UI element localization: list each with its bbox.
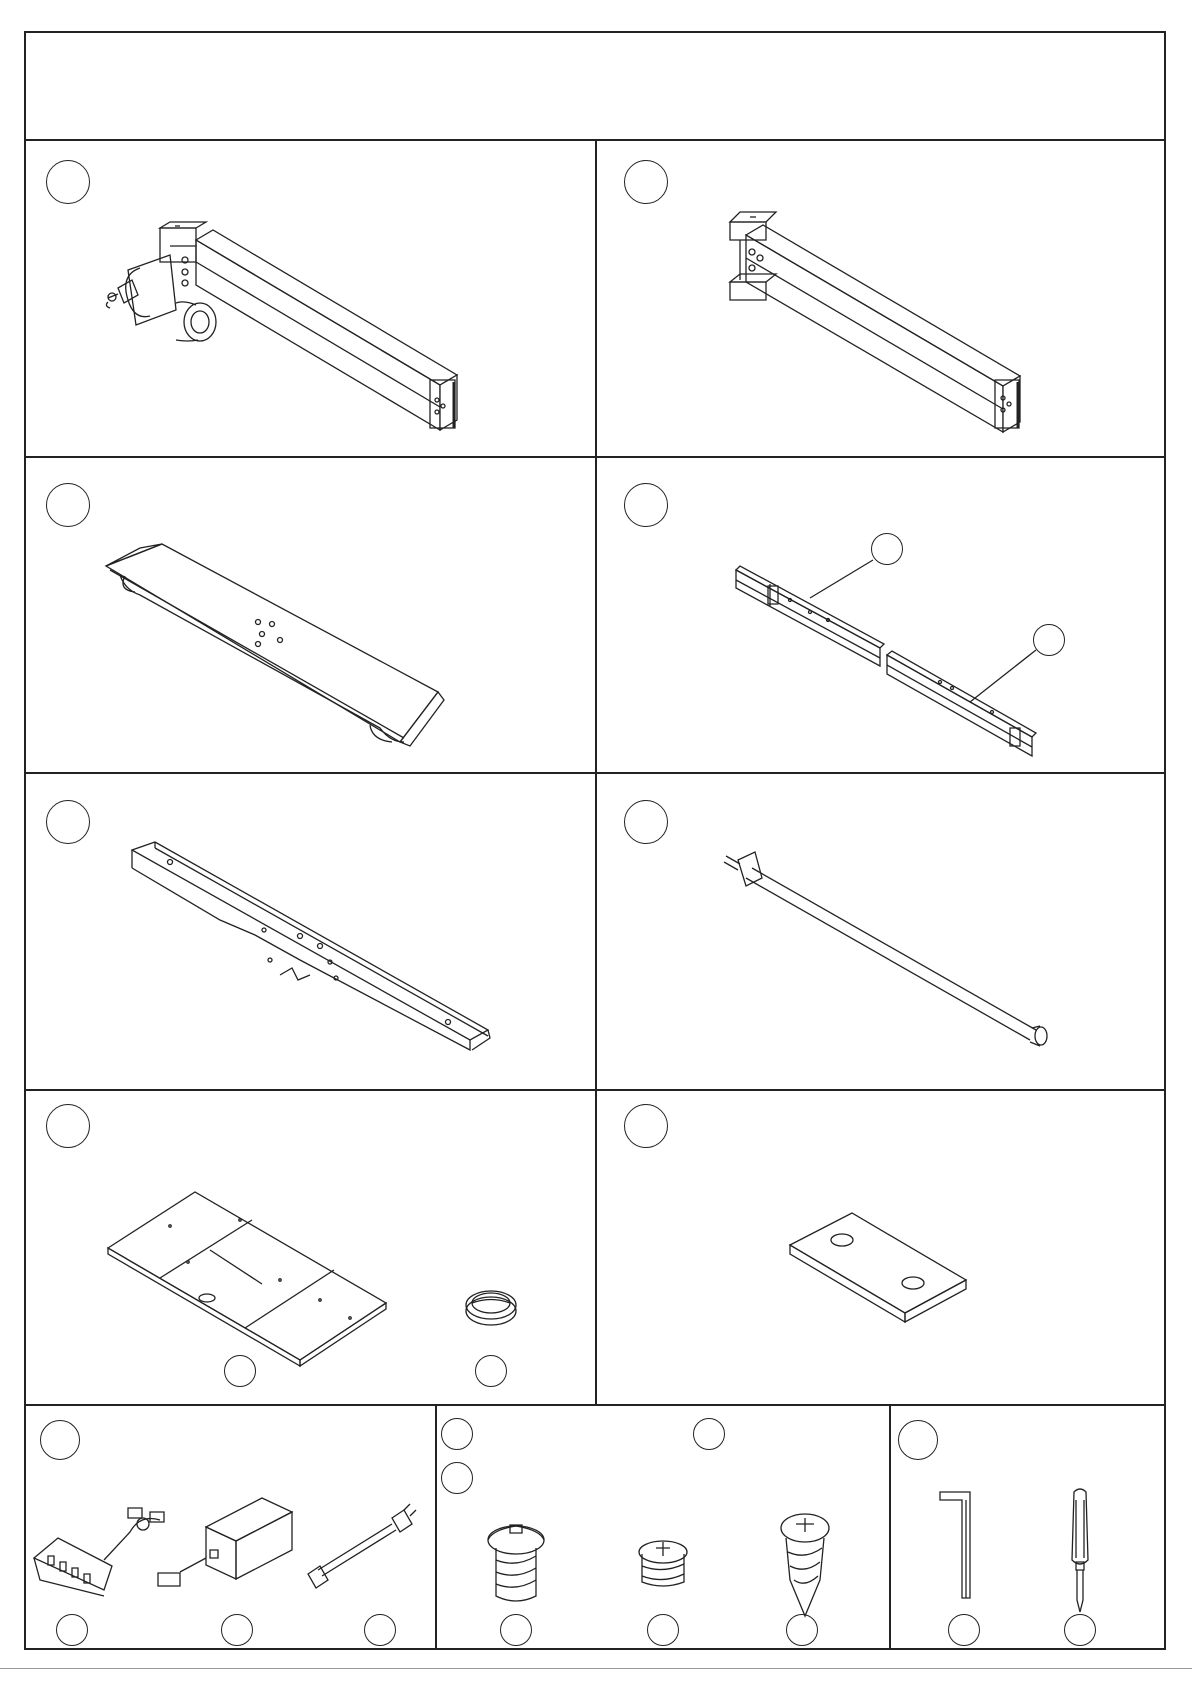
page-bottom-rule: [0, 1668, 1192, 1669]
